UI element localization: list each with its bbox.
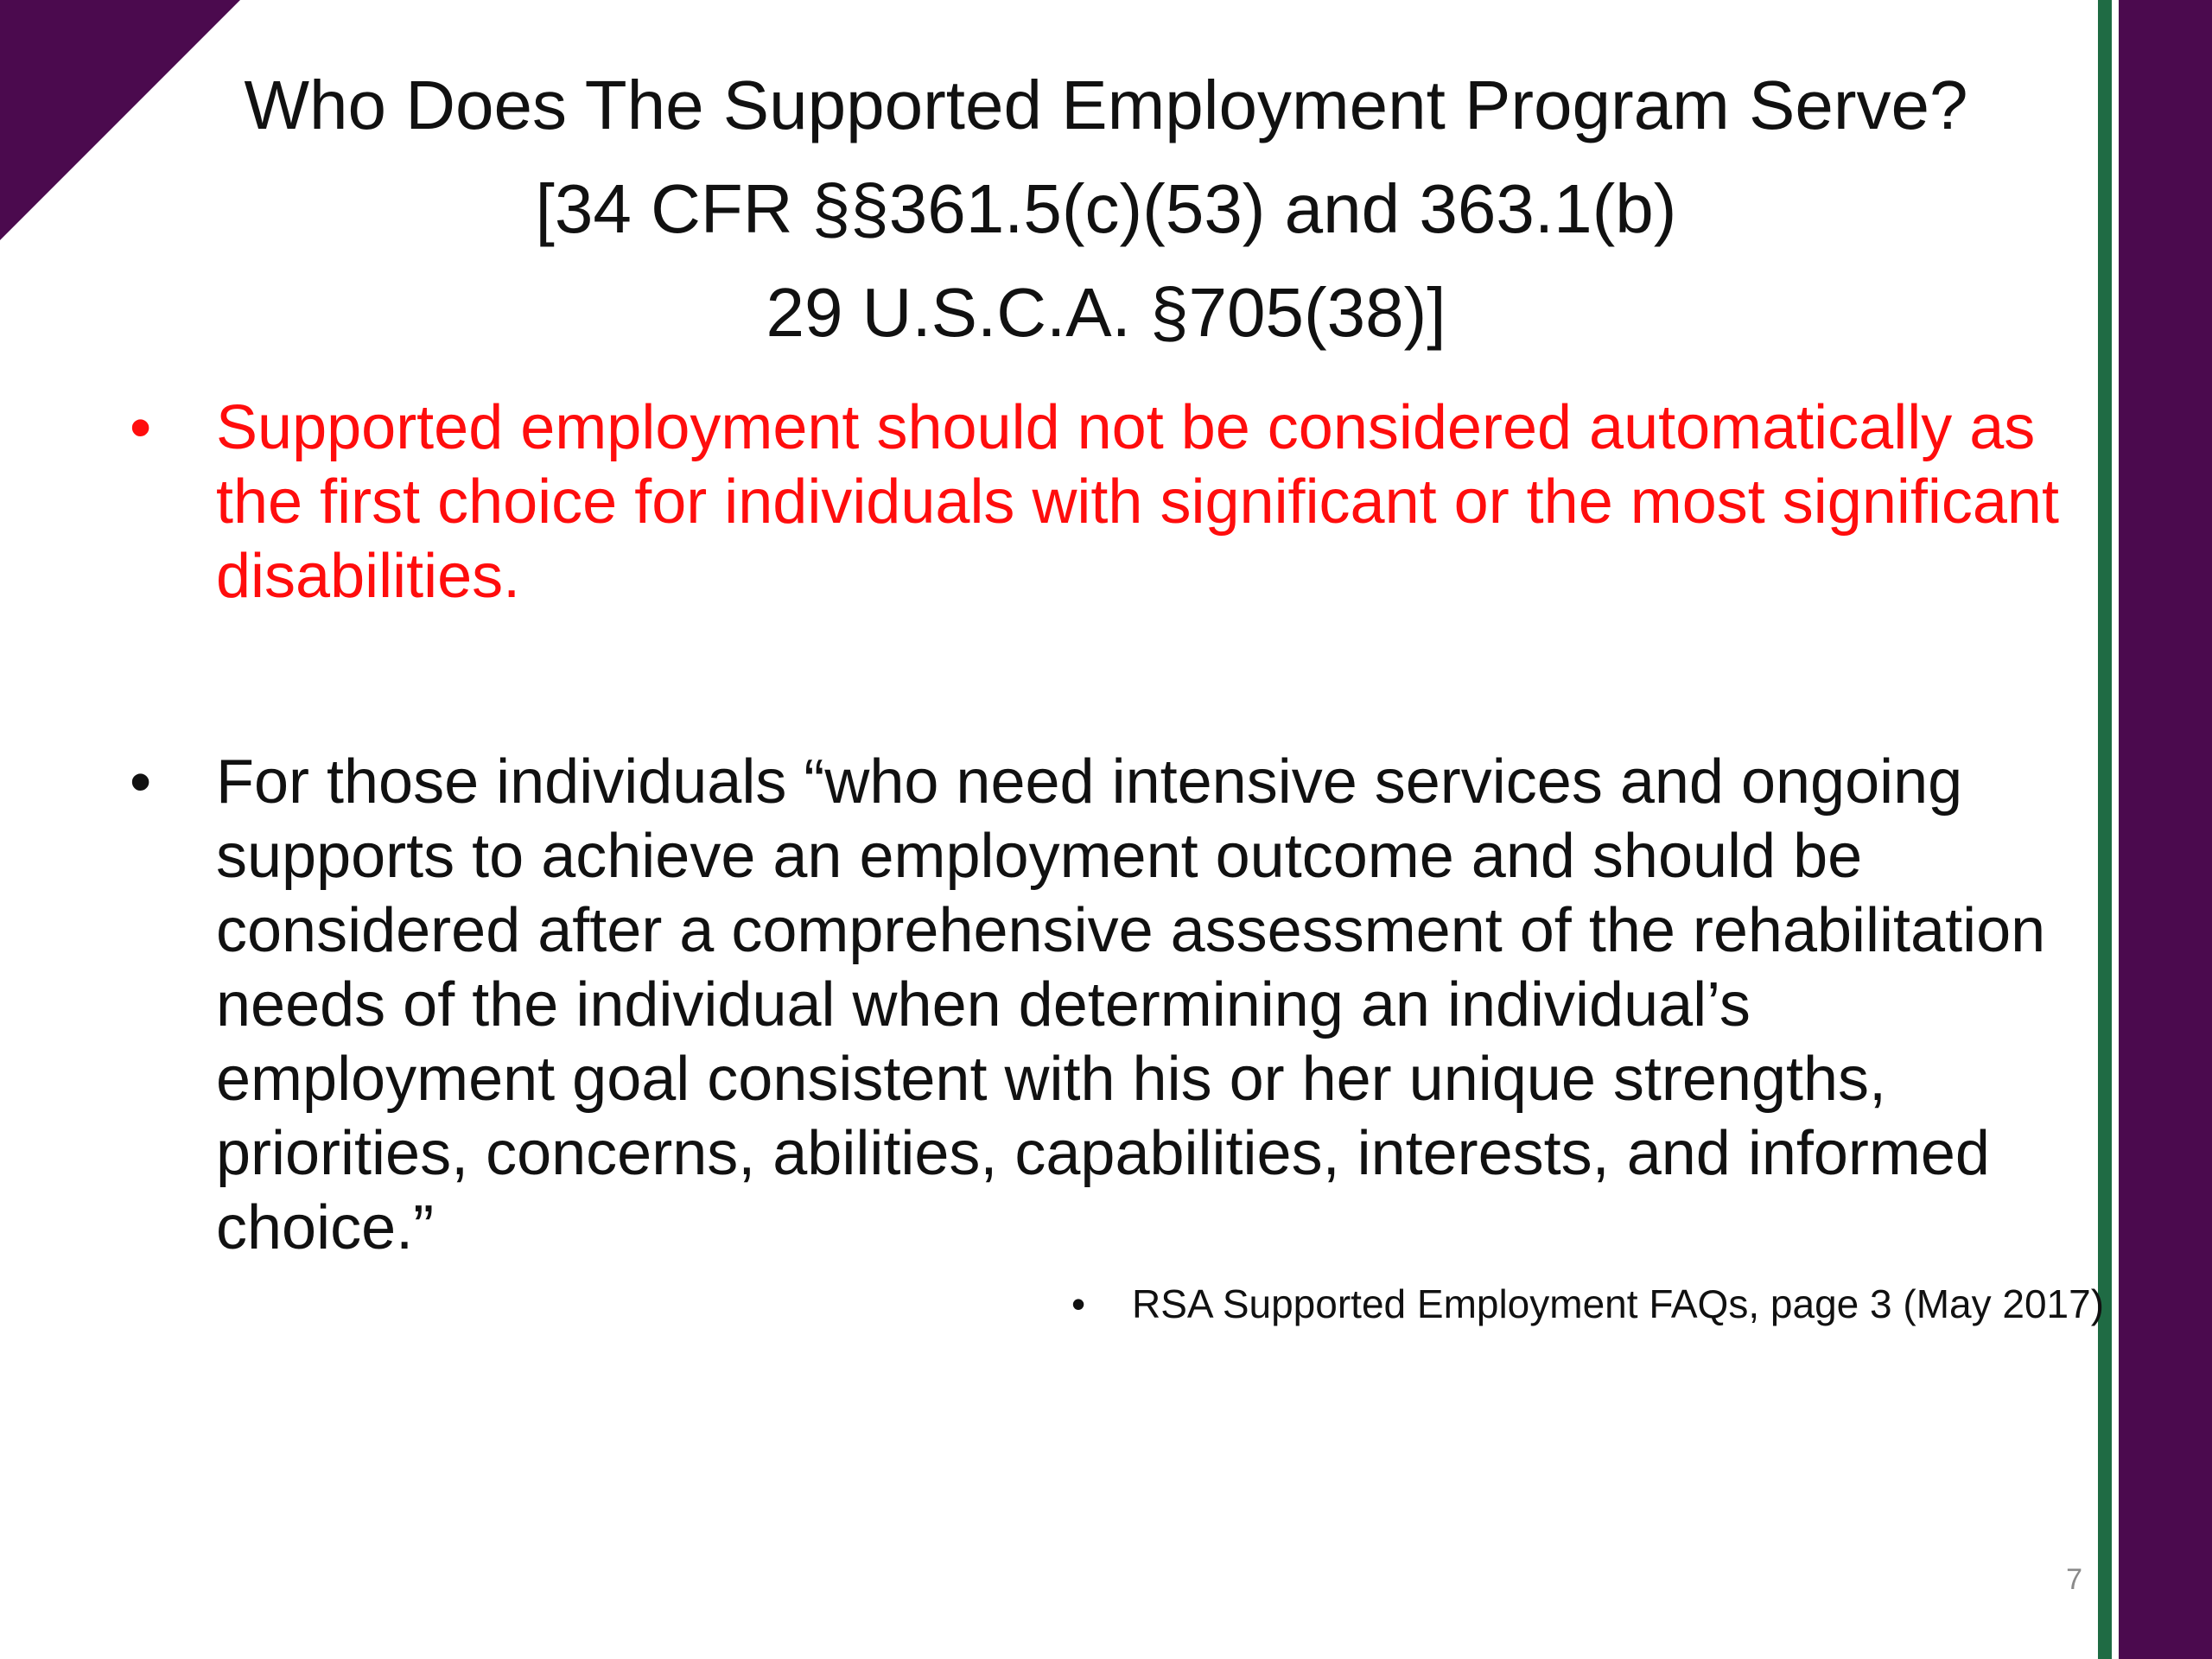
citation-marker: • bbox=[1071, 1281, 1086, 1326]
bullet-item-1 bbox=[130, 391, 2082, 613]
title-line-1: Who Does The Supported Employment Program Serve? bbox=[244, 67, 1968, 143]
citation-item bbox=[1071, 1281, 2108, 1328]
bullet-text-2: For those individuals “who need intensive services and ongoing supports to achieve an employment outcome and should be considered after a comprehensive assessment of the rehabilitation needs of the individual when determining an individual’s employment goal consistent with his or her unique strengths, priorities, concerns, abilities, capabilities, interests, and informed choice.” bbox=[216, 747, 2046, 1262]
slide-body bbox=[130, 391, 2105, 1328]
slide-title bbox=[130, 54, 2082, 365]
bullet-text-1: Supported employment should not be considered automatically as the first choice for individuals with significant or the most significant disabilities. bbox=[216, 393, 2059, 611]
purple-side-bar-decoration bbox=[2119, 0, 2212, 1659]
green-stripe-decoration bbox=[2098, 0, 2112, 1659]
bullet-marker: • bbox=[130, 393, 152, 462]
bullet-item-2 bbox=[130, 745, 2082, 1265]
title-line-3: 29 U.S.C.A. §705(38)] bbox=[766, 274, 1446, 351]
page-number: 7 bbox=[2066, 1563, 2082, 1596]
citation-text: RSA Supported Employment FAQs, page 3 (May 2017) bbox=[1132, 1281, 2105, 1326]
title-line-2: [34 CFR §§361.5(c)(53) and 363.1(b) bbox=[535, 170, 1677, 247]
stripe-gap-decoration bbox=[2112, 0, 2119, 1659]
bullet-marker: • bbox=[130, 747, 152, 817]
